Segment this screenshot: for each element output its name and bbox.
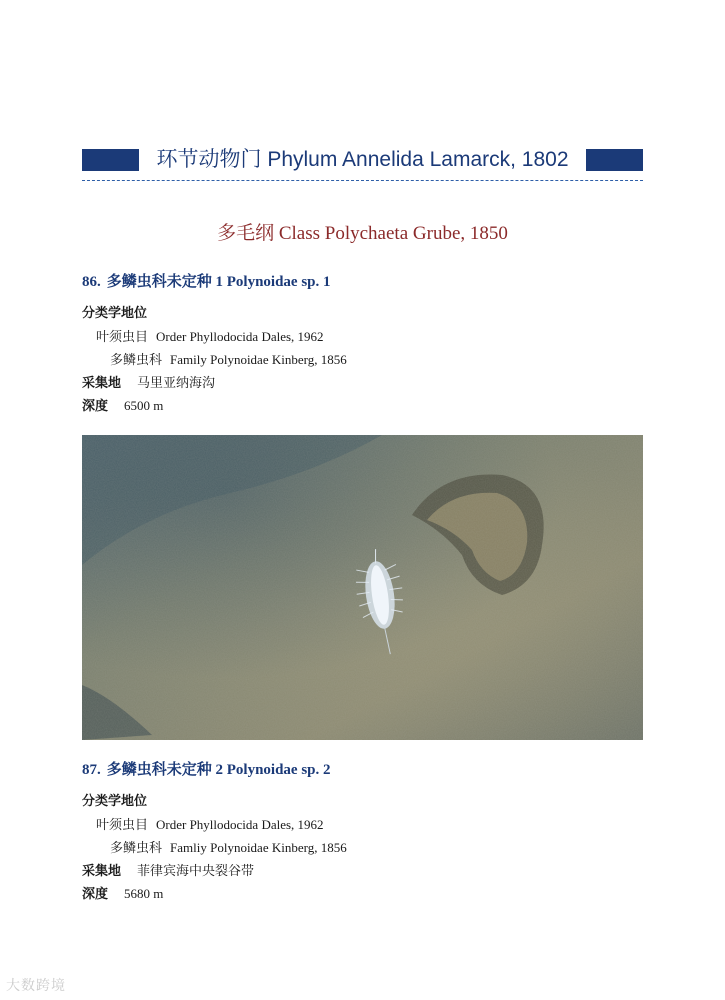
depth-label: 深度 <box>82 886 109 901</box>
family-cn: 多鳞虫科 <box>110 840 163 855</box>
taxonomy-label: 分类学地位 <box>82 305 148 320</box>
species-87-heading <box>82 759 331 781</box>
header-band-left <box>82 149 139 171</box>
species-number: 87. <box>82 762 101 778</box>
location-line <box>82 373 215 393</box>
species-title: 多鳞虫科未定种 1 Polynoidae sp. 1 <box>106 274 331 290</box>
seafloor-photo <box>82 435 643 740</box>
order-latin: Order Phyllodocida Dales, 1962 <box>156 817 324 832</box>
family-cn: 多鳞虫科 <box>110 352 163 367</box>
phylum-title: 环节动物门 Phylum Annelida Lamarck, 1802 <box>156 148 569 171</box>
class-title: 多毛纲 Class Polychaeta Grube, 1850 <box>217 223 508 244</box>
order-latin: Order Phyllodocida Dales, 1962 <box>156 329 324 344</box>
family-latin: Famliy Polynoidae Kinberg, 1856 <box>170 840 347 855</box>
species-number: 86. <box>82 274 101 290</box>
location-label: 采集地 <box>82 375 122 390</box>
taxonomy-label: 分类学地位 <box>82 793 148 808</box>
order-cn: 叶须虫目 <box>96 329 149 344</box>
depth-line <box>82 396 163 416</box>
watermark: 大数跨境 <box>6 977 66 993</box>
location-line <box>82 861 254 881</box>
location-label: 采集地 <box>82 863 122 878</box>
order-cn: 叶须虫目 <box>96 817 149 832</box>
depth-value: 5680 m <box>124 886 164 901</box>
location-value: 菲律宾海中央裂谷带 <box>137 863 255 878</box>
header-band-right <box>586 149 643 171</box>
family-line <box>110 350 347 370</box>
species-86-heading <box>82 271 331 293</box>
depth-label: 深度 <box>82 398 109 413</box>
header-divider <box>82 180 643 181</box>
species-title: 多鳞虫科未定种 2 Polynoidae sp. 2 <box>106 762 331 778</box>
location-value: 马里亚纳海沟 <box>137 375 216 390</box>
depth-line <box>82 884 163 904</box>
order-line <box>96 327 324 347</box>
depth-value: 6500 m <box>124 398 164 413</box>
family-line <box>110 838 347 858</box>
order-line <box>96 815 324 835</box>
family-latin: Family Polynoidae Kinberg, 1856 <box>170 352 347 367</box>
